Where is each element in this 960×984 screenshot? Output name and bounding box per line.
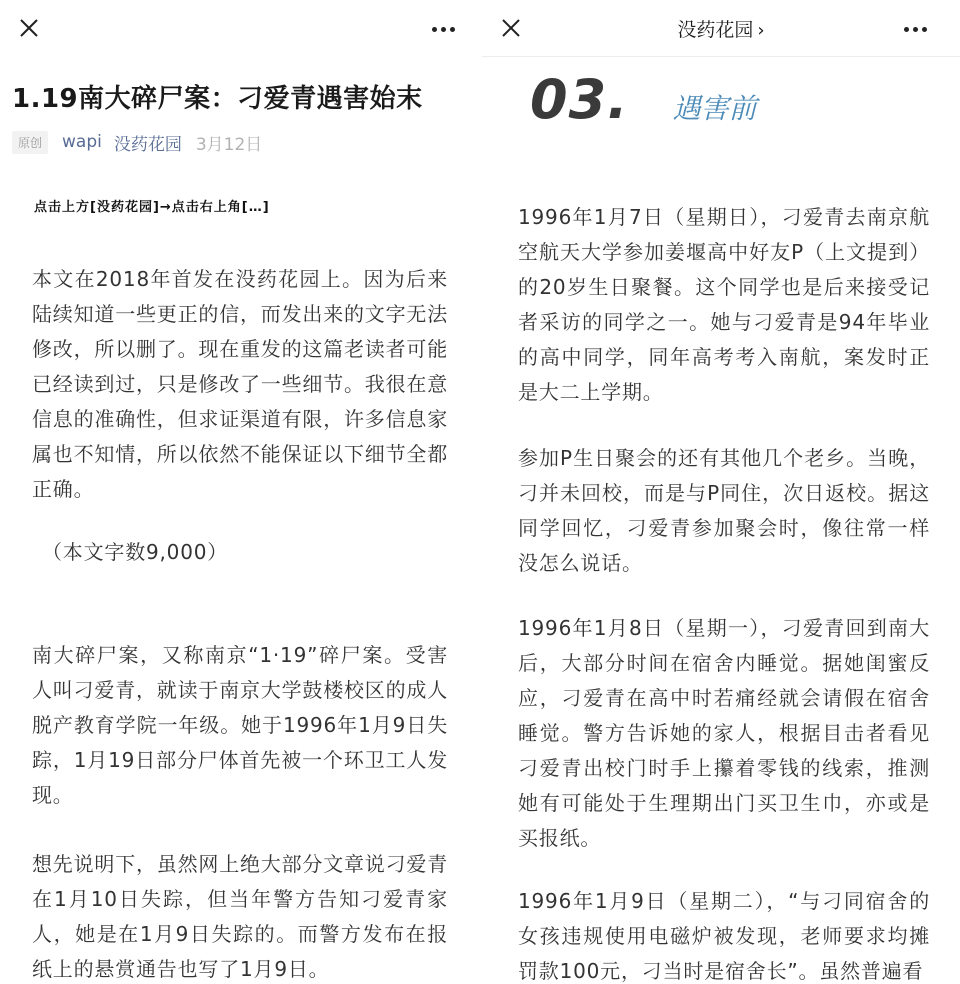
account-title: 没药花园 <box>677 19 754 41</box>
account-title-link[interactable] <box>482 15 960 42</box>
more-options-icon[interactable] <box>904 27 927 32</box>
article-meta <box>12 128 262 156</box>
top-bar <box>482 0 960 57</box>
article-panel-right <box>482 0 960 984</box>
section-heading <box>530 68 757 131</box>
paragraph-case-summary: 南大碎尸案，又称南京“1·19”碎尸案。受害人叫刁爱青，就读于南京大学鼓楼校区的成人脱产教育学院一年级。她于1996年1月9日失踪，1月19日部分尸体首先被一个环卫工人发现。 <box>32 643 448 807</box>
account-link[interactable]: 没药花园 <box>113 134 182 155</box>
chevron-right-icon: › <box>757 20 765 41</box>
paragraph-jan7: 1996年1月7日（星期日），刁爱青去南京航空航天大学参加姜堰高中好友P（上文提到）的20岁生日聚餐。这个同学也是后来接受记者采访的同学之一。她与刁爱青是94年毕业的高中同学，同年高考考入南航，案发时正是大二上学期。 <box>518 205 930 404</box>
author-link[interactable]: wapi <box>62 132 102 152</box>
paragraph-word-count: （本文字数9,000） <box>42 540 229 564</box>
more-options-icon[interactable] <box>432 27 455 32</box>
paragraph-party: 参加P生日聚会的还有其他几个老乡。当晚，刁并未回校，而是与P同住，次日返校。据这同学回忆，刁爱青参加聚会时，像往常一样没怎么说话。 <box>518 446 930 575</box>
paragraph-date-note: 想先说明下，虽然网上绝大部分文章说刁爱青在1月10日失踪，但当年警方告知刁爱青家人，她是在1月9日失踪的。而警方发布在报纸上的悬赏通告也写了1月9日。 <box>32 852 448 981</box>
top-bar <box>0 0 480 56</box>
publish-date: 3月12日 <box>195 134 263 155</box>
paragraph-jan9: 1996年1月9日（星期二），“与刁同宿舍的女孩违规使用电磁炉被发现，老师要求均摊罚款100元，刁当时是宿舍长”。虽然普遍看 <box>518 889 930 983</box>
paragraph-jan8: 1996年1月8日（星期一），刁爱青回到南大后，大部分时间在宿舍内睡觉。据她闺蜜反应，刁爱青在高中时若痛经就会请假在宿舍睡觉。警方告诉她的家人，根据目击者看见刁爱青出校门时手上攥着零钱的线索，推测她有可能处于生理期出门买卫生巾，亦或是买报纸。 <box>518 616 930 850</box>
section-label: 遇害前 <box>672 92 757 125</box>
original-badge: 原创 <box>12 131 48 154</box>
paragraph-intro: 本文在2018年首发在没药花园上。因为后来陆续知道一些更正的信，而发出来的文字无法修改，所以删了。现在重发的这篇老读者可能已经读到过，只是修改了一些细节。我很在意信息的准确性，但求证渠道有限，许多信息家属也不知情，所以依然不能保证以下细节全都正确。 <box>32 267 448 501</box>
section-number: 03. <box>530 68 629 131</box>
close-icon[interactable] <box>18 17 40 39</box>
article-title: 1.19南大碎尸案：刁爱青遇害始末 <box>12 84 423 114</box>
follow-tip: 点击上方[没药花园]→点击右上角[…] <box>34 200 270 215</box>
